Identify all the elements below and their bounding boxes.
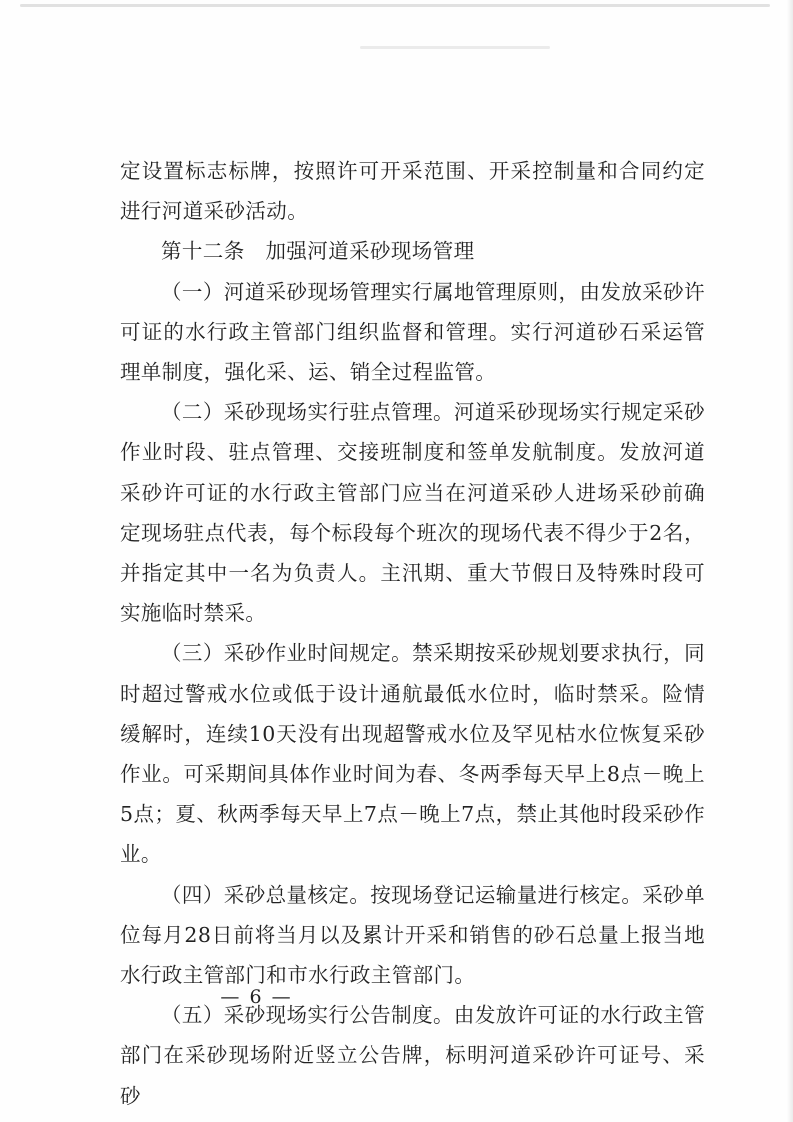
article-heading: 第十二条 加强河道采砂现场管理 bbox=[161, 239, 475, 264]
paragraph-item-3: （三）采砂作业时间规定。禁采期按采砂规划要求执行，同时超过警戒水位或低于设计通航最低水位时，临时禁采。险情缓解时，连续10天没有出现超警戒水位及罕见枯水位恢复采砂作业。可采期间具体作业时间为春、冬两季每天早上8点－晚上5点；夏、秋两季每天早上7点－晚上7点，禁止其他时段采砂作业。 bbox=[120, 641, 705, 867]
document-body bbox=[120, 151, 705, 1116]
scan-edge-shadow bbox=[787, 0, 793, 1122]
paragraph-item-4: （四）采砂总量核定。按现场登记运输量进行核定。采砂单位每月28日前将当月以及累计开采和销售的砂石总量上报当地水行政主管部门和市水行政主管部门。 bbox=[120, 882, 705, 988]
page-number: — 6 — bbox=[220, 986, 293, 1008]
paragraph-item-5: （五）采砂现场实行公告制度。由发放许可证的水行政主管部门在采砂现场附近竖立公告牌，标明河道采砂许可证号、采砂 bbox=[120, 1003, 705, 1108]
scan-bleed-through bbox=[0, 0, 793, 60]
paragraph-item-1: （一）河道采砂现场管理实行属地管理原则，由发放采砂许可证的水行政主管部门组织监督和管理。实行河道砂石采运管理单制度，强化采、运、销全过程监管。 bbox=[120, 279, 705, 385]
bleed-line bbox=[20, 4, 770, 7]
paragraph-item-2: （二）采砂现场实行驻点管理。河道采砂现场实行规定采砂作业时段、驻点管理、交接班制度和签单发航制度。发放河道采砂许可证的水行政主管部门应当在河道采砂人进场采砂前确定现场驻点代表，每个标段每个班次的现场代表不得少于2名，并指定其中一名为负责人。主汛期、重大节假日及特殊时段可实施临时禁采。 bbox=[120, 400, 705, 626]
paragraph-continuation: 定设置标志标牌，按照许可开采范围、开采控制量和合同约定进行河道采砂活动。 bbox=[120, 159, 705, 224]
bleed-line bbox=[360, 46, 550, 49]
